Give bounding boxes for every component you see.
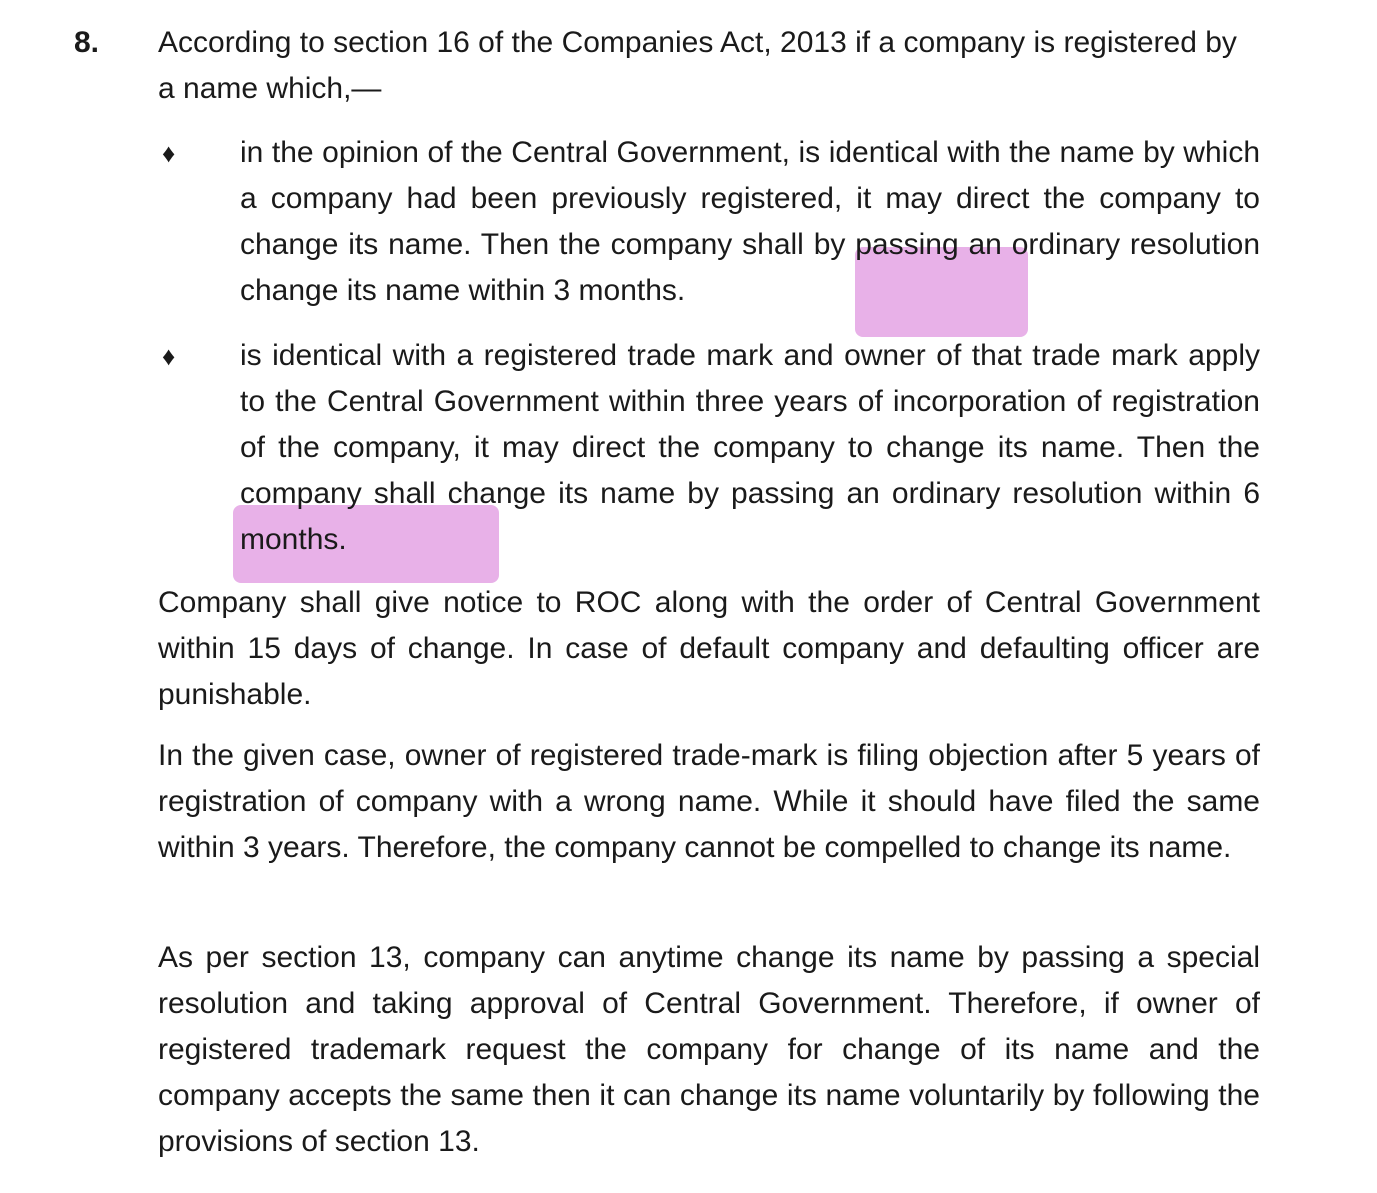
diamond-bullet-icon: ♦: [162, 138, 176, 168]
bullet-item-name-identical: [240, 130, 1260, 314]
bullet-text: in the opinion of the Central Government, is identical with the name by which a company had been previously registered, it may direct the company to change its name. Then the company shall by passing an ordinary resolution change its name within: [240, 136, 1260, 307]
highlighted-text: within 6 months.: [240, 477, 1261, 556]
highlighted-text: 3 months.: [553, 274, 686, 307]
bullet-item-trade-mark: [240, 333, 1260, 563]
given-case-paragraph: In the given case, owner of registered trade-mark is filing objection after 5 years of registration of company with a wrong name. While it should have filed the same within 3 years. Therefore, the company cannot be compelled to change its name.: [158, 739, 1260, 864]
section-13-paragraph: As per section 13, company can anytime change its name by passing a special resolution and taking approval of Central Government. Therefore, if owner of registered trademark request the company for change of its name and the company accepts the same then it can change its name voluntarily by following the provisions of section 13.: [158, 941, 1260, 1158]
bullet-text: is identical with a registered trade mark and owner of that trade mark apply to the Central Government within three years of incorporation of registration of the company, it may direct the company to change its name. Then the company shall change its name by passing an ordinary resolution: [240, 339, 1260, 510]
intro-paragraph: According to section 16 of the Companies Act, 2013 if a company is registered by a name which,—: [158, 26, 1237, 105]
notice-paragraph: Company shall give notice to ROC along with the order of Central Government within 15 days of change. In case of default company and defaulting officer are punishable.: [158, 586, 1260, 711]
diamond-bullet-icon: ♦: [162, 341, 176, 371]
question-number: 8.: [74, 26, 100, 59]
